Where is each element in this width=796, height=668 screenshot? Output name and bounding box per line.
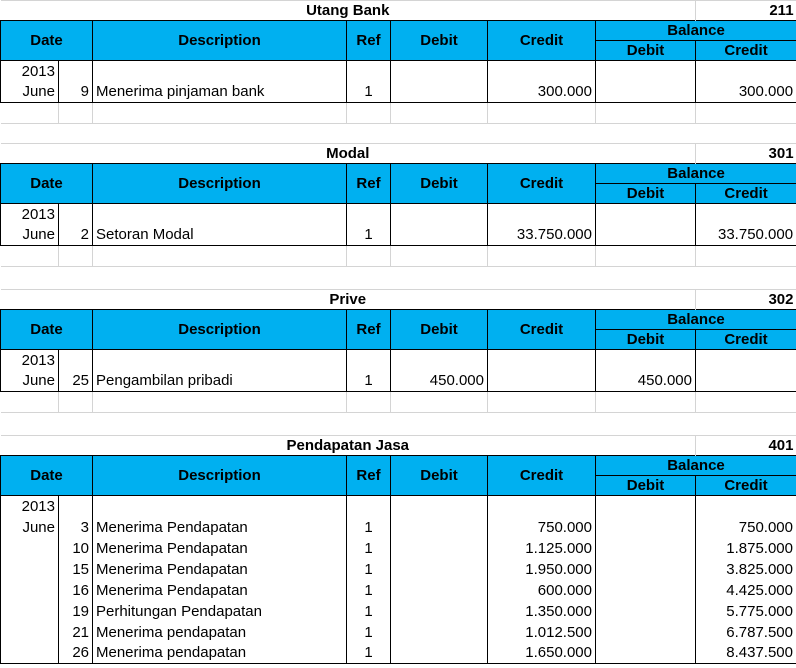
credit-cell[interactable] xyxy=(488,61,596,82)
day-cell[interactable] xyxy=(59,496,93,517)
balance-debit-cell[interactable] xyxy=(596,496,696,517)
credit-cell[interactable] xyxy=(488,496,596,517)
balance-debit-cell[interactable] xyxy=(596,643,696,664)
table-row xyxy=(1,622,796,643)
column-header-ref: Ref xyxy=(347,21,391,61)
balance-debit-cell[interactable] xyxy=(596,517,696,538)
debit-cell[interactable] xyxy=(391,61,488,82)
column-header-balance-debit: Debit xyxy=(596,41,696,61)
column-header-description: Description xyxy=(93,310,347,350)
day-cell[interactable]: 15 xyxy=(59,559,93,580)
ledger-utang-bank xyxy=(0,0,796,124)
column-header-debit: Debit xyxy=(391,456,488,496)
ref-cell[interactable]: 1 xyxy=(347,643,391,664)
balance-credit-cell[interactable] xyxy=(696,496,796,517)
day-cell[interactable]: 10 xyxy=(59,538,93,559)
column-header-ref: Ref xyxy=(347,456,391,496)
day-cell[interactable] xyxy=(59,350,93,371)
ledger-prive xyxy=(0,289,796,413)
ledger-title-row xyxy=(1,1,796,21)
header-row xyxy=(1,21,796,41)
column-header-balance: Balance xyxy=(596,310,796,330)
empty-cell[interactable] xyxy=(391,246,488,267)
column-header-credit: Credit xyxy=(488,456,596,496)
year-cell[interactable]: 2013 xyxy=(1,204,59,225)
balance-credit-cell[interactable]: 8.437.500 xyxy=(696,643,796,664)
debit-cell[interactable]: 450.000 xyxy=(391,371,488,392)
column-header-date: Date xyxy=(1,21,93,61)
column-header-credit: Credit xyxy=(488,164,596,204)
credit-cell[interactable]: 1.650.000 xyxy=(488,643,596,664)
description-cell[interactable]: Menerima Pendapatan xyxy=(93,538,347,559)
description-cell[interactable] xyxy=(93,496,347,517)
year-row xyxy=(1,204,796,225)
table-row xyxy=(1,580,796,601)
ref-cell[interactable]: 1 xyxy=(347,622,391,643)
header-row xyxy=(1,456,796,476)
ref-cell[interactable] xyxy=(347,496,391,517)
empty-cell[interactable] xyxy=(696,392,796,413)
day-cell[interactable]: 25 xyxy=(59,371,93,392)
year-cell[interactable]: 2013 xyxy=(1,350,59,371)
balance-debit-cell[interactable] xyxy=(596,580,696,601)
ref-cell[interactable]: 1 xyxy=(347,517,391,538)
debit-cell[interactable] xyxy=(391,496,488,517)
balance-credit-cell[interactable] xyxy=(696,204,796,225)
table-row xyxy=(1,225,796,246)
description-cell[interactable] xyxy=(93,61,347,82)
balance-debit-cell[interactable] xyxy=(596,82,696,103)
column-header-ref: Ref xyxy=(347,164,391,204)
description-cell[interactable]: Menerima pendapatan xyxy=(93,622,347,643)
month-cell[interactable] xyxy=(1,622,59,643)
ref-cell[interactable]: 1 xyxy=(347,559,391,580)
empty-cell[interactable] xyxy=(1,246,59,267)
balance-debit-cell[interactable] xyxy=(596,225,696,246)
month-cell[interactable]: June xyxy=(1,82,59,103)
empty-cell[interactable] xyxy=(59,392,93,413)
debit-cell[interactable] xyxy=(391,517,488,538)
empty-cell[interactable] xyxy=(696,103,796,124)
empty-cell[interactable] xyxy=(347,392,391,413)
balance-debit-cell[interactable] xyxy=(596,350,696,371)
empty-cell[interactable] xyxy=(596,246,696,267)
empty-cell[interactable] xyxy=(93,103,347,124)
empty-cell[interactable] xyxy=(391,103,488,124)
day-cell[interactable]: 9 xyxy=(59,82,93,103)
empty-cell[interactable] xyxy=(59,246,93,267)
balance-debit-cell[interactable] xyxy=(596,622,696,643)
account-number: 301 xyxy=(696,144,796,164)
empty-cell[interactable] xyxy=(59,103,93,124)
table-row xyxy=(1,643,796,664)
column-header-date: Date xyxy=(1,456,93,496)
day-cell[interactable]: 3 xyxy=(59,517,93,538)
column-header-balance-debit: Debit xyxy=(596,476,696,496)
month-cell[interactable] xyxy=(1,580,59,601)
ledger-table xyxy=(0,0,796,124)
empty-cell[interactable] xyxy=(596,392,696,413)
empty-row xyxy=(1,392,796,413)
ledger-title-row xyxy=(1,144,796,164)
column-header-balance-debit: Debit xyxy=(596,330,696,350)
month-cell[interactable] xyxy=(1,601,59,622)
column-header-ref: Ref xyxy=(347,310,391,350)
empty-row xyxy=(1,103,796,124)
ref-cell[interactable] xyxy=(347,61,391,82)
balance-credit-cell[interactable]: 5.775.000 xyxy=(696,601,796,622)
ref-cell[interactable]: 1 xyxy=(347,580,391,601)
description-cell[interactable]: Menerima Pendapatan xyxy=(93,517,347,538)
column-header-description: Description xyxy=(93,21,347,61)
balance-credit-cell[interactable]: 1.875.000 xyxy=(696,538,796,559)
account-number: 211 xyxy=(696,1,796,21)
empty-cell[interactable] xyxy=(391,392,488,413)
credit-cell[interactable]: 300.000 xyxy=(488,82,596,103)
day-cell[interactable] xyxy=(59,61,93,82)
month-cell[interactable]: June xyxy=(1,225,59,246)
column-header-balance-credit: Credit xyxy=(696,184,796,204)
balance-debit-cell[interactable] xyxy=(596,538,696,559)
day-cell[interactable]: 2 xyxy=(59,225,93,246)
credit-cell[interactable] xyxy=(488,204,596,225)
year-row xyxy=(1,496,796,517)
ref-cell[interactable]: 1 xyxy=(347,538,391,559)
balance-credit-cell[interactable] xyxy=(696,61,796,82)
credit-cell[interactable]: 750.000 xyxy=(488,517,596,538)
debit-cell[interactable] xyxy=(391,350,488,371)
ledger-title: Modal xyxy=(1,144,696,164)
credit-cell[interactable]: 1.012.500 xyxy=(488,622,596,643)
debit-cell[interactable] xyxy=(391,580,488,601)
empty-cell[interactable] xyxy=(596,103,696,124)
day-cell[interactable]: 21 xyxy=(59,622,93,643)
column-header-balance: Balance xyxy=(596,456,796,476)
table-row xyxy=(1,517,796,538)
ledger-title: Prive xyxy=(1,290,696,310)
empty-cell[interactable] xyxy=(93,246,347,267)
balance-debit-cell[interactable] xyxy=(596,601,696,622)
day-cell[interactable]: 19 xyxy=(59,601,93,622)
ledger-title: Utang Bank xyxy=(1,1,696,21)
balance-debit-cell[interactable] xyxy=(596,61,696,82)
ledger-title-row xyxy=(1,290,796,310)
description-cell[interactable]: Menerima pinjaman bank xyxy=(93,82,347,103)
debit-cell[interactable] xyxy=(391,559,488,580)
day-cell[interactable]: 26 xyxy=(59,643,93,664)
balance-debit-cell[interactable] xyxy=(596,204,696,225)
ledger-title: Pendapatan Jasa xyxy=(1,436,696,456)
column-header-balance: Balance xyxy=(596,164,796,184)
year-cell[interactable]: 2013 xyxy=(1,496,59,517)
column-header-balance: Balance xyxy=(596,21,796,41)
credit-cell[interactable] xyxy=(488,350,596,371)
balance-credit-cell[interactable]: 6.787.500 xyxy=(696,622,796,643)
credit-cell[interactable]: 33.750.000 xyxy=(488,225,596,246)
empty-cell[interactable] xyxy=(696,246,796,267)
header-row xyxy=(1,164,796,184)
table-row xyxy=(1,82,796,103)
column-header-balance-credit: Credit xyxy=(696,41,796,61)
column-header-balance-credit: Credit xyxy=(696,476,796,496)
ref-cell[interactable]: 1 xyxy=(347,601,391,622)
description-cell[interactable]: Menerima Pendapatan xyxy=(93,559,347,580)
ledger-table xyxy=(0,143,796,267)
debit-cell[interactable] xyxy=(391,82,488,103)
ledger-table xyxy=(0,289,796,413)
year-row xyxy=(1,350,796,371)
empty-cell[interactable] xyxy=(347,246,391,267)
description-cell[interactable]: Perhitungan Pendapatan xyxy=(93,601,347,622)
ref-cell[interactable] xyxy=(347,204,391,225)
column-header-debit: Debit xyxy=(391,21,488,61)
empty-row xyxy=(1,246,796,267)
debit-cell[interactable] xyxy=(391,601,488,622)
column-header-debit: Debit xyxy=(391,310,488,350)
month-cell[interactable]: June xyxy=(1,371,59,392)
table-row xyxy=(1,601,796,622)
description-cell[interactable]: Pengambilan pribadi xyxy=(93,371,347,392)
debit-cell[interactable] xyxy=(391,204,488,225)
account-number: 302 xyxy=(696,290,796,310)
debit-cell[interactable] xyxy=(391,622,488,643)
balance-debit-cell[interactable]: 450.000 xyxy=(596,371,696,392)
column-header-debit: Debit xyxy=(391,164,488,204)
description-cell[interactable]: Menerima Pendapatan xyxy=(93,580,347,601)
description-cell[interactable]: Setoran Modal xyxy=(93,225,347,246)
debit-cell[interactable] xyxy=(391,538,488,559)
column-header-description: Description xyxy=(93,164,347,204)
balance-credit-cell[interactable] xyxy=(696,350,796,371)
empty-cell[interactable] xyxy=(488,392,596,413)
header-row xyxy=(1,310,796,330)
balance-credit-cell[interactable]: 3.825.000 xyxy=(696,559,796,580)
ref-cell[interactable] xyxy=(347,350,391,371)
empty-cell[interactable] xyxy=(347,103,391,124)
ref-cell[interactable]: 1 xyxy=(347,82,391,103)
balance-credit-cell[interactable]: 4.425.000 xyxy=(696,580,796,601)
table-row xyxy=(1,538,796,559)
ref-cell[interactable]: 1 xyxy=(347,371,391,392)
column-header-credit: Credit xyxy=(488,310,596,350)
day-cell[interactable] xyxy=(59,204,93,225)
empty-cell[interactable] xyxy=(488,103,596,124)
column-header-credit: Credit xyxy=(488,21,596,61)
description-cell[interactable] xyxy=(93,350,347,371)
credit-cell[interactable]: 600.000 xyxy=(488,580,596,601)
account-number: 401 xyxy=(696,436,796,456)
year-cell[interactable]: 2013 xyxy=(1,61,59,82)
month-cell[interactable] xyxy=(1,559,59,580)
description-cell[interactable]: Menerima pendapatan xyxy=(93,643,347,664)
empty-cell[interactable] xyxy=(488,246,596,267)
credit-cell[interactable]: 1.350.000 xyxy=(488,601,596,622)
empty-cell[interactable] xyxy=(1,392,59,413)
credit-cell[interactable] xyxy=(488,371,596,392)
balance-credit-cell[interactable]: 33.750.000 xyxy=(696,225,796,246)
empty-cell[interactable] xyxy=(93,392,347,413)
column-header-date: Date xyxy=(1,310,93,350)
ledger-modal xyxy=(0,143,796,267)
column-header-balance-credit: Credit xyxy=(696,330,796,350)
debit-cell[interactable] xyxy=(391,225,488,246)
ledger-table xyxy=(0,435,796,664)
month-cell[interactable] xyxy=(1,643,59,664)
column-header-description: Description xyxy=(93,456,347,496)
column-header-balance-debit: Debit xyxy=(596,184,696,204)
credit-cell[interactable]: 1.950.000 xyxy=(488,559,596,580)
month-cell[interactable] xyxy=(1,538,59,559)
empty-cell[interactable] xyxy=(1,103,59,124)
month-cell[interactable]: June xyxy=(1,517,59,538)
year-row xyxy=(1,61,796,82)
debit-cell[interactable] xyxy=(391,643,488,664)
balance-credit-cell[interactable]: 300.000 xyxy=(696,82,796,103)
balance-credit-cell[interactable]: 750.000 xyxy=(696,517,796,538)
table-row xyxy=(1,371,796,392)
ref-cell[interactable]: 1 xyxy=(347,225,391,246)
table-row xyxy=(1,559,796,580)
balance-debit-cell[interactable] xyxy=(596,559,696,580)
description-cell[interactable] xyxy=(93,204,347,225)
ledger-pendapatan-jasa xyxy=(0,435,796,664)
credit-cell[interactable]: 1.125.000 xyxy=(488,538,596,559)
column-header-date: Date xyxy=(1,164,93,204)
ledger-title-row xyxy=(1,436,796,456)
day-cell[interactable]: 16 xyxy=(59,580,93,601)
balance-credit-cell[interactable] xyxy=(696,371,796,392)
